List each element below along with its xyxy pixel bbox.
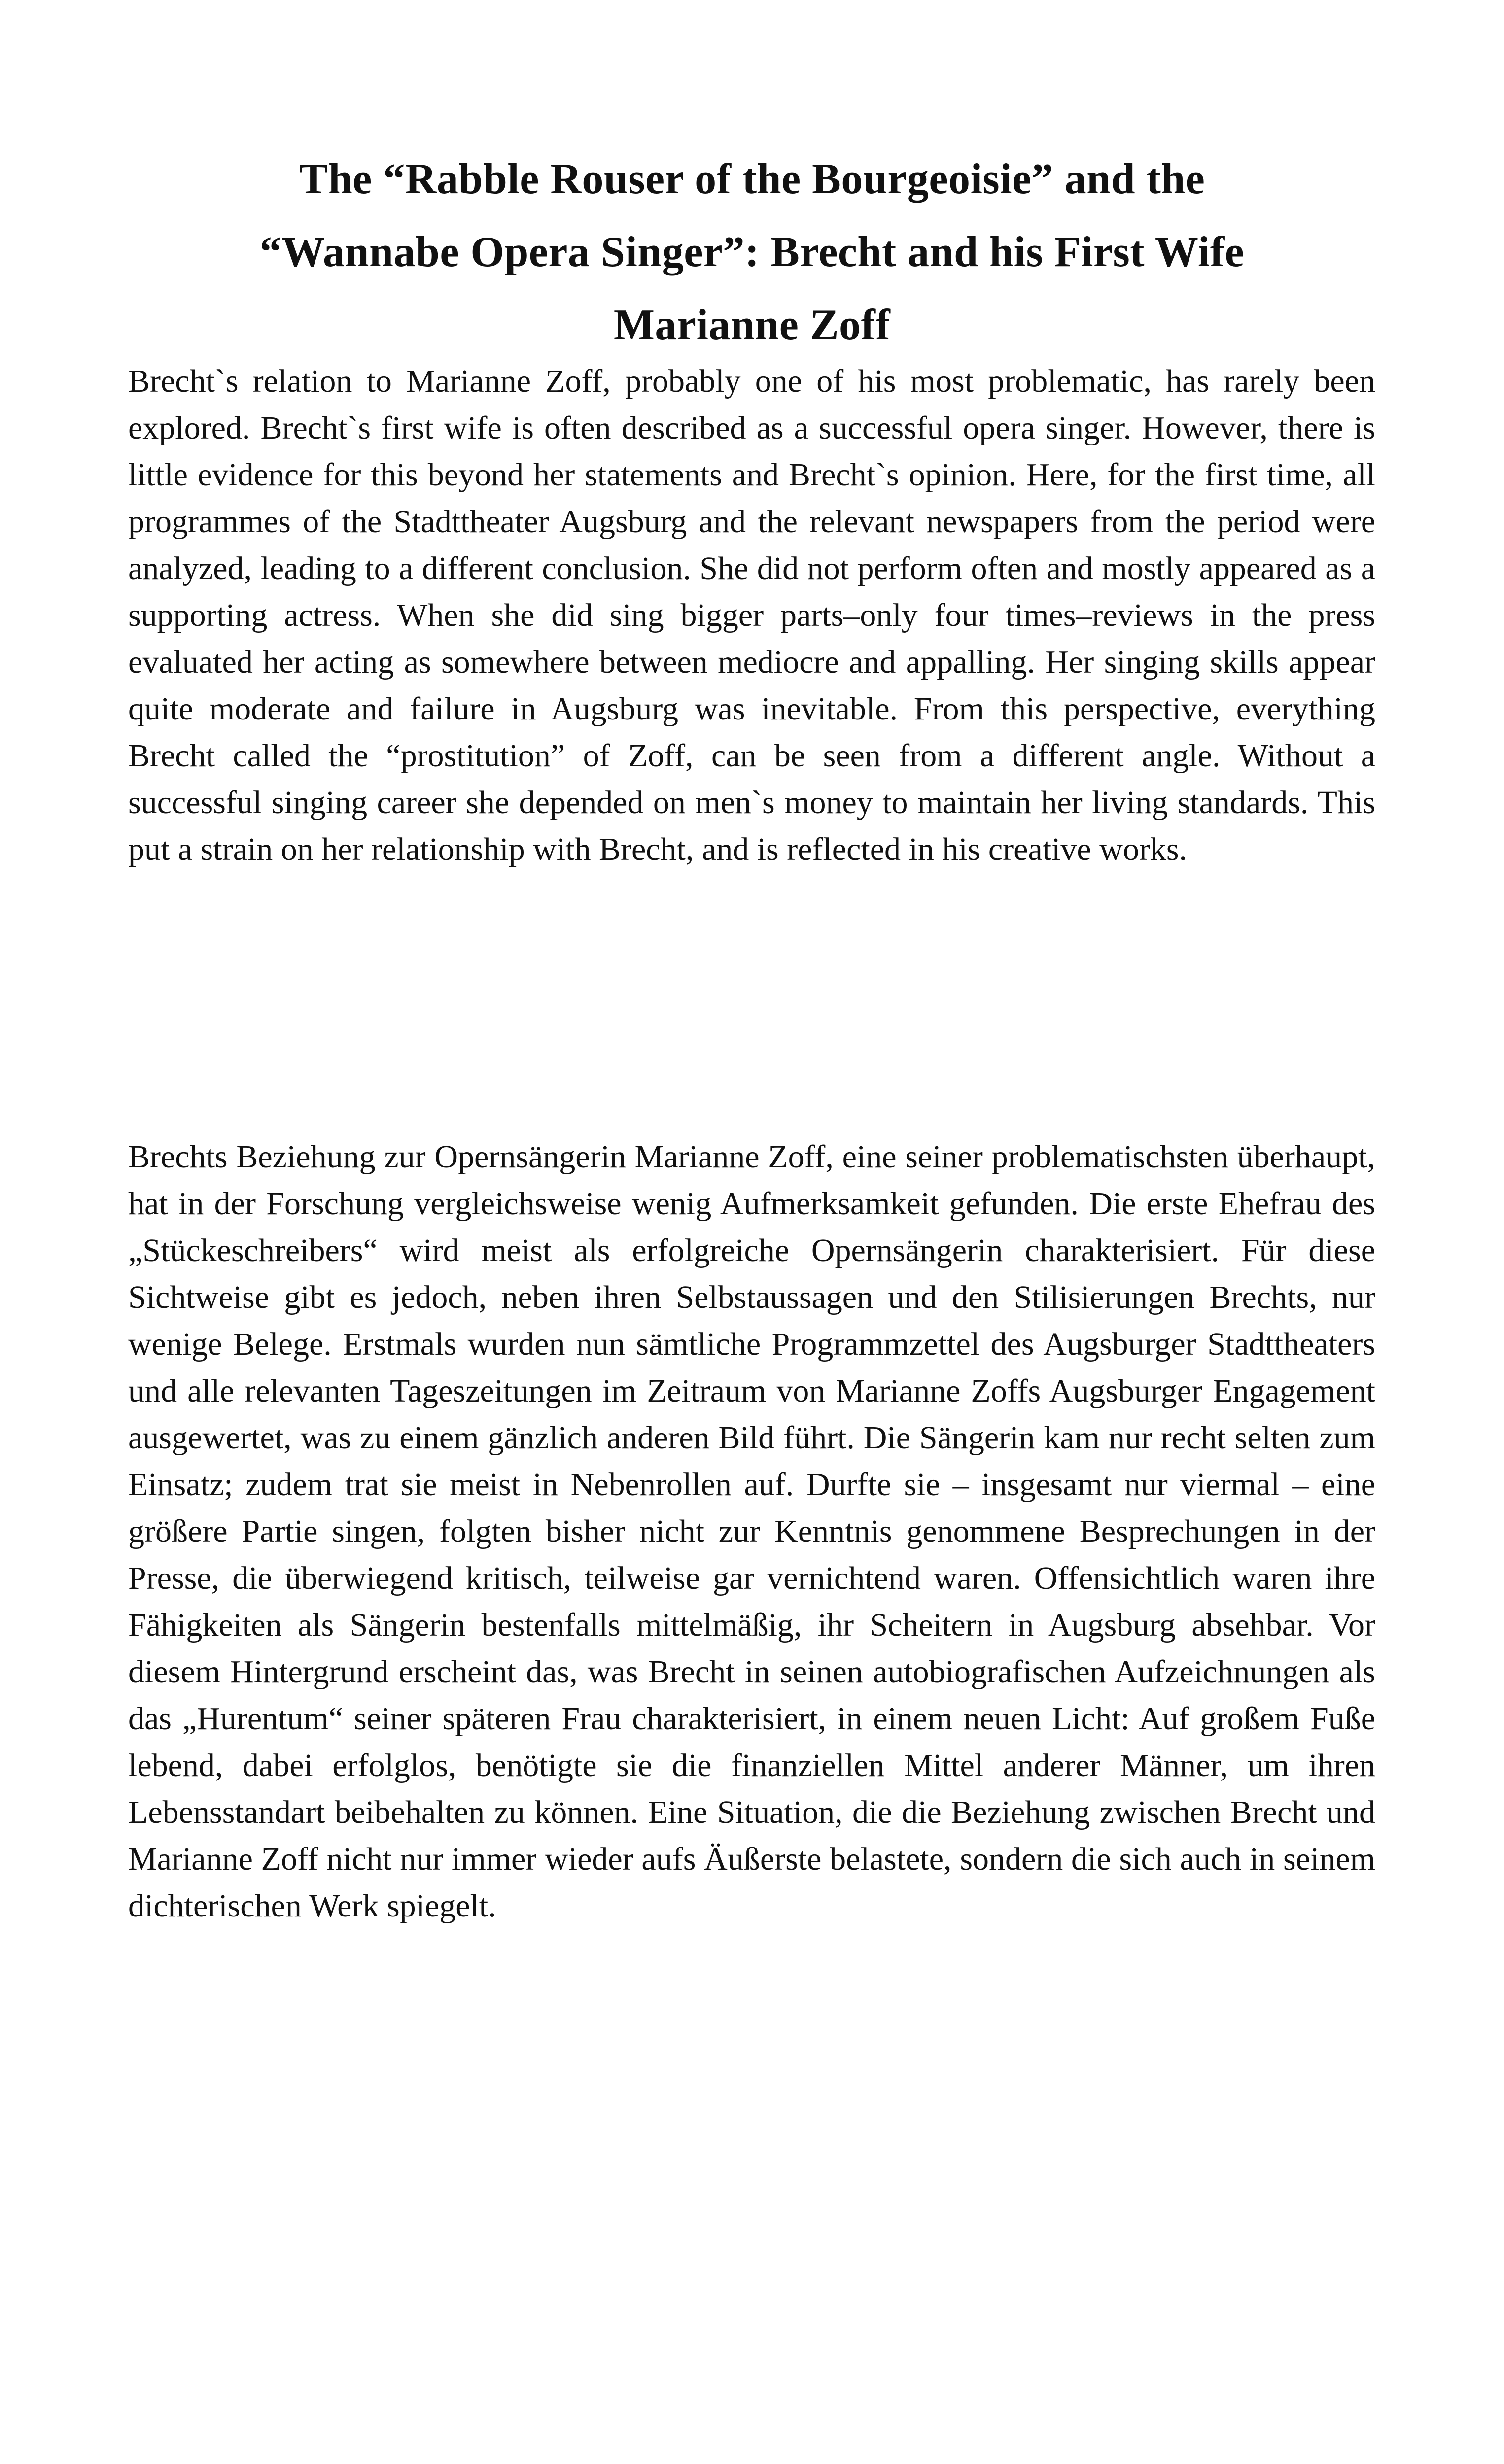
article-title-line-2: “Wannabe Opera Singer”: Brecht and his First Wife	[259, 228, 1245, 276]
article-title-line-1: The “Rabble Rouser of the Bourgeoisie” and the	[299, 155, 1205, 203]
article-title-line-3: Marianne Zoff	[613, 301, 891, 349]
abstract-english: Brecht`s relation to Marianne Zoff, probably one of his most problematic, has rarely been explored. Brecht`s first wife is often described as a successful opera singer. However, there is little evidence for this beyond her statements and Brecht`s opinion. Here, for the first time, all programmes of the Stadttheater Augsburg and the relevant newspapers from the period were analyzed, leading to a different conclusion. She did not perform often and mostly appeared as a supporting actress. When she did sing bigger parts–only four times–reviews in the press evaluated her acting as somewhere between mediocre and appalling. Her singing skills appear quite moderate and failure in Augsburg was inevitable. From this perspective, everything Brecht called the “prostitution” of Zoff, can be seen from a different angle. Without a successful singing career she depended on men`s money to maintain her living standards. This put a strain on her relationship with Brecht, and is reflected in his creative works.	[128, 363, 1375, 867]
article-title	[148, 143, 1356, 362]
abstract-german: Brechts Beziehung zur Opernsängerin Marianne Zoff, eine seiner problematischsten überhaupt, hat in der Forschung vergleichsweise wenig Aufmerksamkeit gefunden. Die erste Ehefrau des „Stückeschreibers“ wird meist als erfolgreiche Opernsängerin charakterisiert. Für diese Sichtweise gibt es jedoch, neben ihren Selbstaussagen und den Stilisierungen Brechts, nur wenige Belege. Erstmals wurden nun sämtliche Programmzettel des Augsburger Stadttheaters und alle relevanten Tageszeitungen im Zeitraum von Marianne Zoffs Augsburger Engagement ausgewertet, was zu einem gänzlich anderen Bild führt. Die Sängerin kam nur recht selten zum Einsatz; zudem trat sie meist in Nebenrollen auf. Durfte sie – insgesamt nur viermal – eine größere Partie singen, folgten bisher nicht zur Kenntnis genommene Besprechungen in der Presse, die überwiegend kritisch, teilweise gar vernichtend waren. Offensichtlich waren ihre Fähigkeiten als Sängerin bestenfalls mittelmäßig, ihr Scheitern in Augsburg absehbar. Vor diesem Hintergrund erscheint das, was Brecht in seinen autobiografischen Aufzeichnungen als das „Hurentum“ seiner späteren Frau charakterisiert, in einem neuen Licht: Auf großem Fuße lebend, dabei erfolglos, benötigte sie die finanziellen Mittel anderer Männer, um ihren Lebensstandart beibehalten zu können. Eine Situation, die die Beziehung zwischen Brecht und Marianne Zoff nicht nur immer wieder aufs Äußerste belastete, sondern die sich auch in seinem dichterischen Werk spiegelt.	[128, 1139, 1375, 1924]
